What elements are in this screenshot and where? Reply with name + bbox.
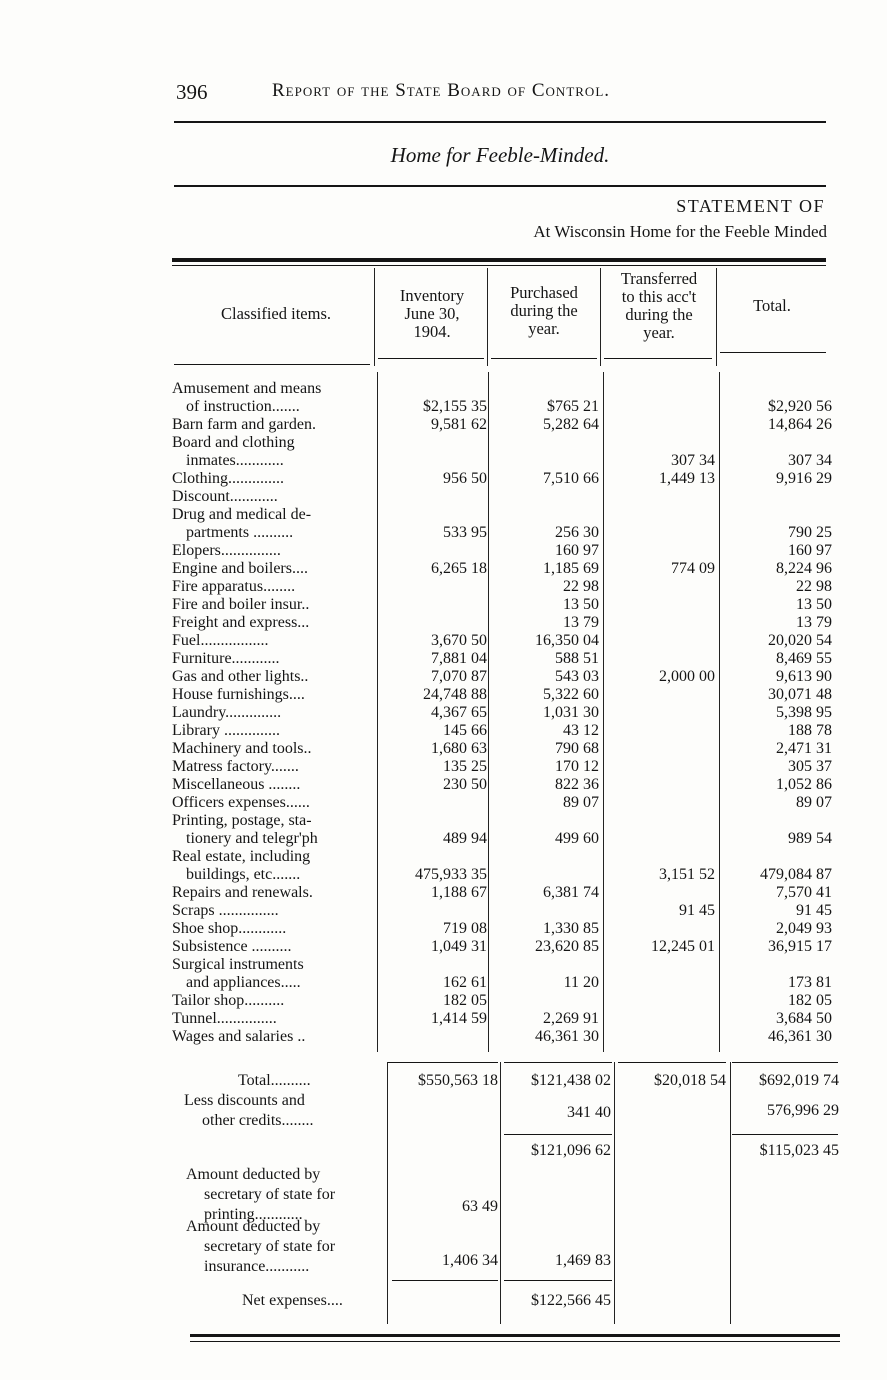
cell-purchased: 46,361 30 bbox=[535, 1028, 599, 1045]
total-purchased: $121,438 02 bbox=[531, 1072, 611, 1089]
cell-purchased: 5,282 64 bbox=[543, 416, 599, 433]
header-transferred-line2: to this acc't bbox=[621, 287, 697, 306]
row-label: Tunnel............... bbox=[172, 1010, 277, 1027]
row-label: Wages and salaries .. bbox=[172, 1028, 306, 1045]
row-label: Scraps ............... bbox=[172, 902, 279, 919]
cell-total: 46,361 30 bbox=[768, 1028, 832, 1045]
row-label: Barn farm and garden. bbox=[172, 416, 316, 433]
cell-total: 7,570 41 bbox=[776, 884, 832, 901]
subtotal-rule bbox=[504, 1134, 612, 1135]
header-purchased-line3: year. bbox=[528, 319, 560, 338]
row-label: House furnishings.... bbox=[172, 686, 305, 703]
cell-transferred: 12,245 01 bbox=[651, 938, 715, 955]
header-inventory-line3: 1904. bbox=[413, 322, 451, 341]
cell-purchased: 1,330 85 bbox=[543, 920, 599, 937]
subtotal-rule bbox=[732, 1134, 838, 1135]
row-label: and appliances..... bbox=[186, 974, 301, 991]
header-purchased-line1: Purchased bbox=[510, 283, 578, 302]
cell-total: 479,084 87 bbox=[760, 866, 832, 883]
cell-inventory: 145 66 bbox=[443, 722, 487, 739]
cell-transferred: 91 45 bbox=[679, 902, 715, 919]
row-label: Clothing.............. bbox=[172, 470, 285, 487]
net-rule bbox=[504, 1280, 612, 1281]
subtotal-purchased: $121,096 62 bbox=[531, 1142, 611, 1159]
row-label: Drug and medical de- bbox=[172, 506, 312, 523]
cell-total: 307 34 bbox=[788, 452, 832, 469]
less-purchased: 341 40 bbox=[567, 1104, 611, 1121]
cell-purchased: 1,185 69 bbox=[543, 560, 599, 577]
insurance-purchased: 1,469 83 bbox=[555, 1252, 611, 1269]
section-title: Home for Feeble-Minded. bbox=[390, 143, 610, 167]
cell-total: 8,224 96 bbox=[776, 560, 832, 577]
cell-total: 9,613 90 bbox=[776, 668, 832, 685]
cell-purchased: 13 50 bbox=[563, 596, 599, 613]
total-inventory: $550,563 18 bbox=[418, 1072, 498, 1089]
row-label: Officers expenses...... bbox=[172, 794, 310, 811]
cell-purchased: 543 03 bbox=[555, 668, 599, 685]
total-total: $692,019 74 bbox=[759, 1072, 839, 1089]
cell-inventory: 9,581 62 bbox=[431, 416, 487, 433]
cell-purchased: 790 68 bbox=[555, 740, 599, 757]
row-label: Elopers............... bbox=[172, 542, 281, 559]
net-purchased: $122,566 45 bbox=[531, 1292, 611, 1309]
cell-inventory: 1,414 59 bbox=[431, 1010, 487, 1027]
running-head: Report of the State Board of Control. bbox=[272, 80, 611, 101]
cell-inventory: 162 61 bbox=[443, 974, 487, 991]
table-top-rule bbox=[172, 258, 826, 262]
statement-subtitle: At Wisconsin Home for the Feeble Minded bbox=[533, 222, 827, 241]
insurance-label-line2: secretary of state for bbox=[204, 1238, 336, 1255]
cell-transferred: 1,449 13 bbox=[659, 470, 715, 487]
cell-total: 30,071 48 bbox=[768, 686, 832, 703]
printing-label-line3: printing............ bbox=[204, 1206, 303, 1223]
cell-total: 1,052 86 bbox=[776, 776, 832, 793]
row-label: Surgical instruments bbox=[172, 956, 304, 973]
header-total: Total. bbox=[753, 296, 791, 315]
row-label: Laundry.............. bbox=[172, 704, 282, 721]
header-transferred-line3: during the bbox=[625, 305, 693, 324]
cell-purchased: 1,031 30 bbox=[543, 704, 599, 721]
cell-purchased: 11 20 bbox=[563, 974, 599, 991]
column-divider bbox=[487, 268, 488, 366]
cell-purchased: 256 30 bbox=[555, 524, 599, 541]
cell-inventory: 7,070 87 bbox=[431, 668, 487, 685]
cell-transferred: 3,151 52 bbox=[659, 866, 715, 883]
row-label: Machinery and tools.. bbox=[172, 740, 312, 757]
cell-total: 89 07 bbox=[796, 794, 832, 811]
less-row-label-line1: Less discounts and bbox=[184, 1092, 305, 1109]
row-label: Miscellaneous ........ bbox=[172, 776, 301, 793]
row-label: Subsistence .......... bbox=[172, 938, 292, 955]
row-label: of instruction....... bbox=[186, 398, 300, 415]
header-transferred bbox=[602, 270, 716, 342]
header-underline bbox=[378, 358, 484, 359]
cell-total: 36,915 17 bbox=[768, 938, 832, 955]
row-label: Fire apparatus........ bbox=[172, 578, 296, 595]
cell-inventory: 135 25 bbox=[443, 758, 487, 775]
cell-inventory: 24,748 88 bbox=[423, 686, 487, 703]
header-inventory-line1: Inventory bbox=[399, 286, 465, 305]
cell-purchased: 43 12 bbox=[563, 722, 599, 739]
header-purchased-line2: during the bbox=[510, 301, 578, 320]
header-underline bbox=[604, 358, 712, 359]
page-number: 396 bbox=[176, 80, 208, 104]
total-row-label: Total.......... bbox=[238, 1072, 311, 1089]
insurance-label-line1: Amount deducted by bbox=[186, 1218, 321, 1235]
cell-purchased: 588 51 bbox=[555, 650, 599, 667]
cell-transferred: 2,000 00 bbox=[659, 668, 715, 685]
cell-inventory: 1,049 31 bbox=[431, 938, 487, 955]
less-row-label-line2: other credits........ bbox=[202, 1112, 314, 1129]
cell-total: 13 79 bbox=[796, 614, 832, 631]
cell-transferred: 307 34 bbox=[671, 452, 715, 469]
cell-total: 91 45 bbox=[796, 902, 832, 919]
row-label: partments .......... bbox=[186, 524, 294, 541]
row-label: inmates............ bbox=[186, 452, 284, 469]
less-total: 576,996 29 bbox=[767, 1102, 839, 1119]
cell-total: 14,864 26 bbox=[768, 416, 832, 433]
total-transferred: $20,018 54 bbox=[654, 1072, 726, 1089]
cell-total: 8,469 55 bbox=[776, 650, 832, 667]
bottom-rule-thin bbox=[190, 1341, 840, 1342]
total-rule bbox=[504, 1062, 612, 1063]
cell-purchased: 2,269 91 bbox=[543, 1010, 599, 1027]
cell-total: 160 97 bbox=[788, 542, 832, 559]
row-label: Furniture............ bbox=[172, 650, 280, 667]
cell-total: 2,049 93 bbox=[776, 920, 832, 937]
total-rule bbox=[388, 1062, 498, 1063]
cell-total: 13 50 bbox=[796, 596, 832, 613]
header-inventory-line2: June 30, bbox=[404, 304, 460, 323]
rule-top bbox=[174, 121, 826, 123]
cell-total: 182 05 bbox=[788, 992, 832, 1009]
cell-total: 3,684 50 bbox=[776, 1010, 832, 1027]
row-label: Amusement and means bbox=[172, 380, 322, 397]
row-label: Fuel................. bbox=[172, 632, 269, 649]
row-label: Printing, postage, sta- bbox=[172, 812, 312, 829]
row-label: Repairs and renewals. bbox=[172, 884, 313, 901]
cell-purchased: 23,620 85 bbox=[535, 938, 599, 955]
row-label: Matress factory....... bbox=[172, 758, 299, 775]
header-underline bbox=[174, 364, 370, 365]
row-label: Library .............. bbox=[172, 722, 280, 739]
cell-purchased: 822 36 bbox=[555, 776, 599, 793]
column-divider bbox=[716, 268, 717, 366]
cell-purchased: $765 21 bbox=[547, 398, 599, 415]
cell-total: 173 81 bbox=[788, 974, 832, 991]
header-classified-items: Classified items. bbox=[221, 304, 331, 323]
header-transferred-line1: Transferred bbox=[620, 269, 698, 288]
rule-under-title bbox=[174, 185, 826, 187]
cell-purchased: 89 07 bbox=[563, 794, 599, 811]
row-label: tionery and telegr'ph bbox=[186, 830, 318, 847]
total-rule bbox=[618, 1062, 726, 1063]
cell-inventory: 6,265 18 bbox=[431, 560, 487, 577]
cell-inventory: 956 50 bbox=[443, 470, 487, 487]
row-label: Discount............ bbox=[172, 488, 278, 505]
printing-inventory: 63 49 bbox=[462, 1198, 498, 1215]
printing-label-line2: secretary of state for bbox=[204, 1186, 336, 1203]
footer-column-divider bbox=[614, 1062, 615, 1324]
insurance-label-line3: insurance........... bbox=[204, 1258, 310, 1275]
header-underline bbox=[491, 358, 597, 359]
cell-inventory: 182 05 bbox=[443, 992, 487, 1009]
column-divider bbox=[374, 268, 375, 366]
cell-total: 2,471 31 bbox=[776, 740, 832, 757]
cell-inventory: 3,670 50 bbox=[431, 632, 487, 649]
cell-purchased: 16,350 04 bbox=[535, 632, 599, 649]
net-rule bbox=[392, 1280, 498, 1281]
cell-total: 22 98 bbox=[796, 578, 832, 595]
bottom-rule bbox=[190, 1334, 840, 1337]
cell-total: 989 54 bbox=[788, 830, 832, 847]
cell-total: 9,916 29 bbox=[776, 470, 832, 487]
cell-total: 790 25 bbox=[788, 524, 832, 541]
cell-purchased: 22 98 bbox=[563, 578, 599, 595]
row-label: Shoe shop............ bbox=[172, 920, 287, 937]
cell-total: 188 78 bbox=[788, 722, 832, 739]
cell-purchased: 160 97 bbox=[555, 542, 599, 559]
total-rule bbox=[732, 1062, 838, 1063]
row-label: Engine and boilers.... bbox=[172, 560, 308, 577]
cell-total: 305 37 bbox=[788, 758, 832, 775]
cell-inventory: 533 95 bbox=[443, 524, 487, 541]
footer-column-divider bbox=[500, 1062, 501, 1324]
cell-inventory: 230 50 bbox=[443, 776, 487, 793]
cell-total: 5,398 95 bbox=[776, 704, 832, 721]
cell-purchased: 7,510 66 bbox=[543, 470, 599, 487]
cell-purchased: 13 79 bbox=[563, 614, 599, 631]
header-underline bbox=[720, 352, 826, 353]
cell-inventory: 489 94 bbox=[443, 830, 487, 847]
column-divider bbox=[600, 268, 601, 366]
row-label: Freight and express... bbox=[172, 614, 310, 631]
cell-inventory: 1,188 67 bbox=[431, 884, 487, 901]
row-label: Real estate, including bbox=[172, 848, 311, 865]
cell-purchased: 499 60 bbox=[555, 830, 599, 847]
cell-inventory: 475,933 35 bbox=[415, 866, 487, 883]
insurance-inventory: 1,406 34 bbox=[442, 1252, 498, 1269]
cell-inventory: $2,155 35 bbox=[423, 398, 487, 415]
cell-inventory: 719 08 bbox=[443, 920, 487, 937]
cell-purchased: 6,381 74 bbox=[543, 884, 599, 901]
cell-purchased: 170 12 bbox=[555, 758, 599, 775]
header-transferred-line4: year. bbox=[643, 323, 675, 342]
table-top-rule-thin bbox=[172, 265, 826, 266]
cell-total: $2,920 56 bbox=[768, 398, 832, 415]
row-label: Gas and other lights.. bbox=[172, 668, 309, 685]
header-inventory bbox=[378, 287, 486, 341]
subtotal-total: $115,023 45 bbox=[759, 1142, 839, 1159]
printing-label-line1: Amount deducted by bbox=[186, 1166, 321, 1183]
cell-inventory: 1,680 63 bbox=[431, 740, 487, 757]
header-purchased bbox=[490, 284, 598, 338]
net-row-label: Net expenses.... bbox=[242, 1292, 343, 1309]
cell-purchased: 5,322 60 bbox=[543, 686, 599, 703]
cell-transferred: 774 09 bbox=[671, 560, 715, 577]
row-label: Tailor shop.......... bbox=[172, 992, 285, 1009]
cell-inventory: 7,881 04 bbox=[431, 650, 487, 667]
cell-inventory: 4,367 65 bbox=[431, 704, 487, 721]
statement-title: STATEMENT OF bbox=[676, 196, 825, 216]
row-label: Board and clothing bbox=[172, 434, 295, 451]
row-label: buildings, etc....... bbox=[186, 866, 301, 883]
cell-total: 20,020 54 bbox=[768, 632, 832, 649]
row-label: Fire and boiler insur.. bbox=[172, 596, 310, 613]
